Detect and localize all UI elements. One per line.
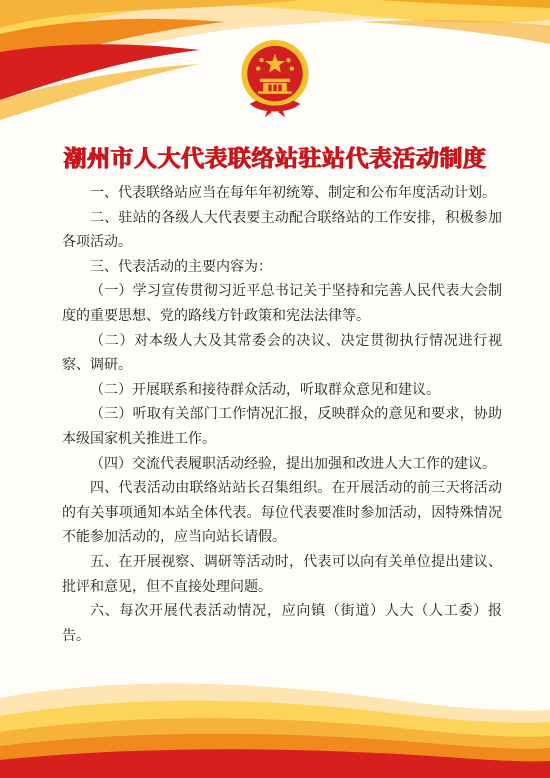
paragraph: （二）对本级人大及其常委会的决议、决定贯彻执行情况进行视察、调研。 [62,332,502,374]
paragraph: 四、代表活动由联络站站长召集组织。在开展活动的前三天将活动的有关事项通知本站全体代表。每位代表要准时参加活动，因特殊情况不能参加活动的，应当向站长请假。 [62,480,502,546]
national-emblem-icon [233,34,317,120]
paragraph: 二、驻站的各级人大代表要主动配合联络站的工作安排，积极参加各项活动。 [62,209,502,251]
paragraph: （一）学习宣传贯彻习近平总书记关于坚持和完善人民代表大会制度的重要思想、党的路线方针政策和宪法法律等。 [62,283,502,324]
paragraph: 三、代表活动的主要内容为： [90,258,272,275]
paragraph: 六、每次开展代表活动情况，应向镇（街道）人大（人工委）报告。 [62,603,502,644]
paragraph: （四）交流代表履职活动经验，提出加强和改进人大工作的建议。 [90,455,496,472]
paragraph: 五、在开展视察、调研等活动时，代表可以向有关单位提出建议、批评和意见，但不直接处理问题。 [62,553,502,595]
regulation-body [62,181,502,648]
bottom-wave-decoration [0,668,550,778]
paragraph: 一、代表联络站应当在每年年初统筹、制定和公布年度活动计划。 [90,185,496,201]
paragraph: （二）开展联系和接待群众活动，听取群众意见和建议。 [90,381,440,398]
paragraph: （三）听取有关部门工作情况汇报，反映群众的意见和要求，协助本级国家机关推进工作。 [62,406,502,447]
page-title: 潮州市人大代表联络站驻站代表活动制度 [63,146,487,172]
